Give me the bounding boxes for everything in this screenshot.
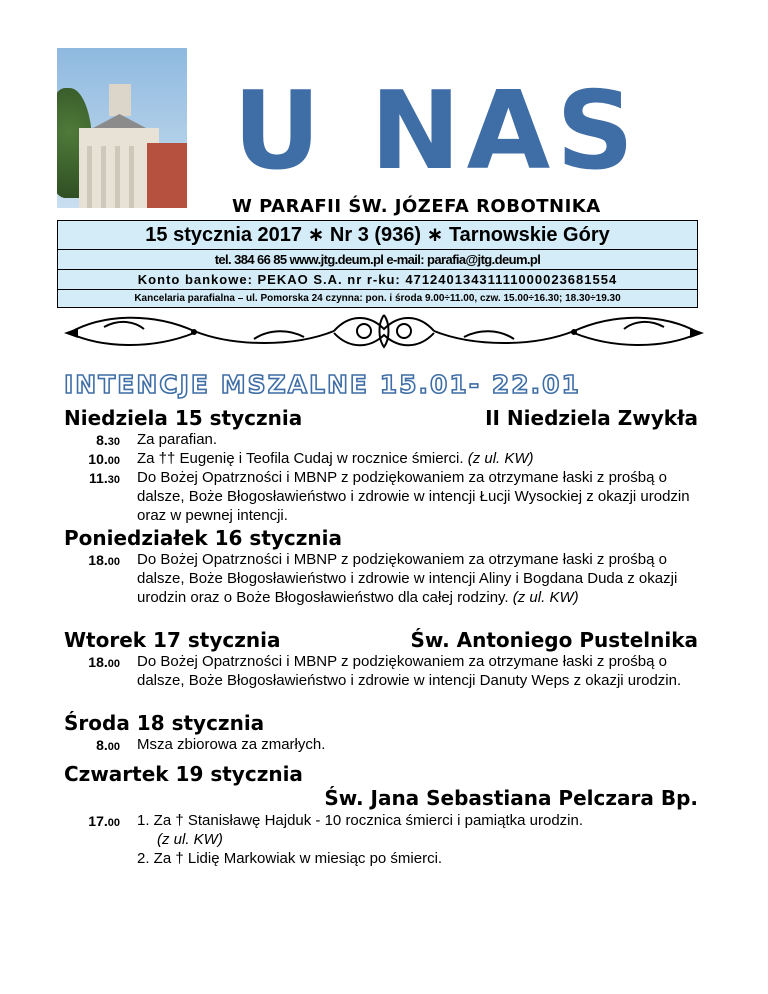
info-box (57, 220, 698, 308)
mass-time: 17.00 (88, 813, 120, 829)
mass-time: 11.30 (89, 470, 120, 486)
mass-intention: Za †† Eugenię i Teofila Cudaj w rocznice śmierci. (z ul. KW) (137, 450, 534, 467)
feast-name: II Niedziela Zwykła (485, 406, 698, 430)
mass-intention: Za parafian. (137, 431, 218, 448)
mass-intention: Msza zbiorowa za zmarłych. (137, 736, 326, 753)
day-heading: Poniedziałek 16 stycznia (64, 526, 342, 550)
section-title: INTENCJE MSZALNE 15.01- 22.01 (64, 370, 581, 399)
feast-name: Św. Jana Sebastiana Pelczara Bp. (324, 786, 698, 810)
newsletter-title: U NAS (233, 69, 641, 194)
mass-intention: Do Bożej Opatrzności i MBNP z podziękowaniem za otrzymane łaski z prośbą o dalsze, Boże Błogosławieństwo i zdrowie w intencji Aliny i Bogdana Duda z okazji urodzin oraz o Boże Błogosławieństwo dla całej rodziny. (z ul. KW) (137, 551, 678, 606)
mass-intention: 1. Za † Stanisławę Hajduk - 10 rocznica śmierci i pamiątka urodzin. (z ul. KW) 2. Za † Lidię Markowiak w miesiąc po śmierci. (137, 812, 584, 867)
day-heading: Czwartek 19 stycznia (64, 762, 303, 786)
mass-time: 18.00 (88, 552, 120, 568)
mass-time: 18.00 (88, 654, 120, 670)
church-photo (57, 48, 187, 208)
mass-time: 10.00 (88, 451, 120, 467)
feast-name: Św. Antoniego Pustelnika (410, 628, 698, 652)
office-hours-line: Kancelaria parafialna – ul. Pomorska 24 czynna: pon. i środa 9.00÷11.00, czw. 15.00÷16.30; 18.30÷19.30 (57, 290, 698, 308)
contact-line: tel. 384 66 85 www.jtg.deum.pl e-mail: parafia@jtg.deum.pl (57, 250, 698, 270)
mass-time: 8.30 (96, 432, 120, 448)
parish-subtitle: W PARAFII ŚW. JÓZEFA ROBOTNIKA (232, 196, 601, 217)
day-heading: Wtorek 17 stycznia (64, 628, 281, 652)
mass-intention: Do Bożej Opatrzności i MBNP z podziękowaniem za otrzymane łaski z prośbą o dalsze, Boże Błogosławieństwo i zdrowie w intencji Danuty Weps z okazji urodzin. (137, 653, 682, 689)
day-heading: Środa 18 stycznia (64, 711, 265, 735)
ornament-divider-icon (64, 309, 704, 353)
mass-time: 8.00 (96, 737, 120, 753)
issue-line: 15 stycznia 2017 ∗ Nr 3 (936) ∗ Tarnowskie Góry (57, 220, 698, 250)
bank-line: Konto bankowe: PEKAO S.A. nr r-ku: 47124013431111000023681554 (57, 270, 698, 290)
day-heading: Niedziela 15 stycznia (64, 406, 303, 430)
mass-intention: Do Bożej Opatrzności i MBNP z podziękowaniem za otrzymane łaski z prośbą o dalsze, Boże Błogosławieństwo i zdrowie w intencji Łucji Wysockiej z okazji urodzin oraz w pewnej intencji. (137, 469, 690, 524)
